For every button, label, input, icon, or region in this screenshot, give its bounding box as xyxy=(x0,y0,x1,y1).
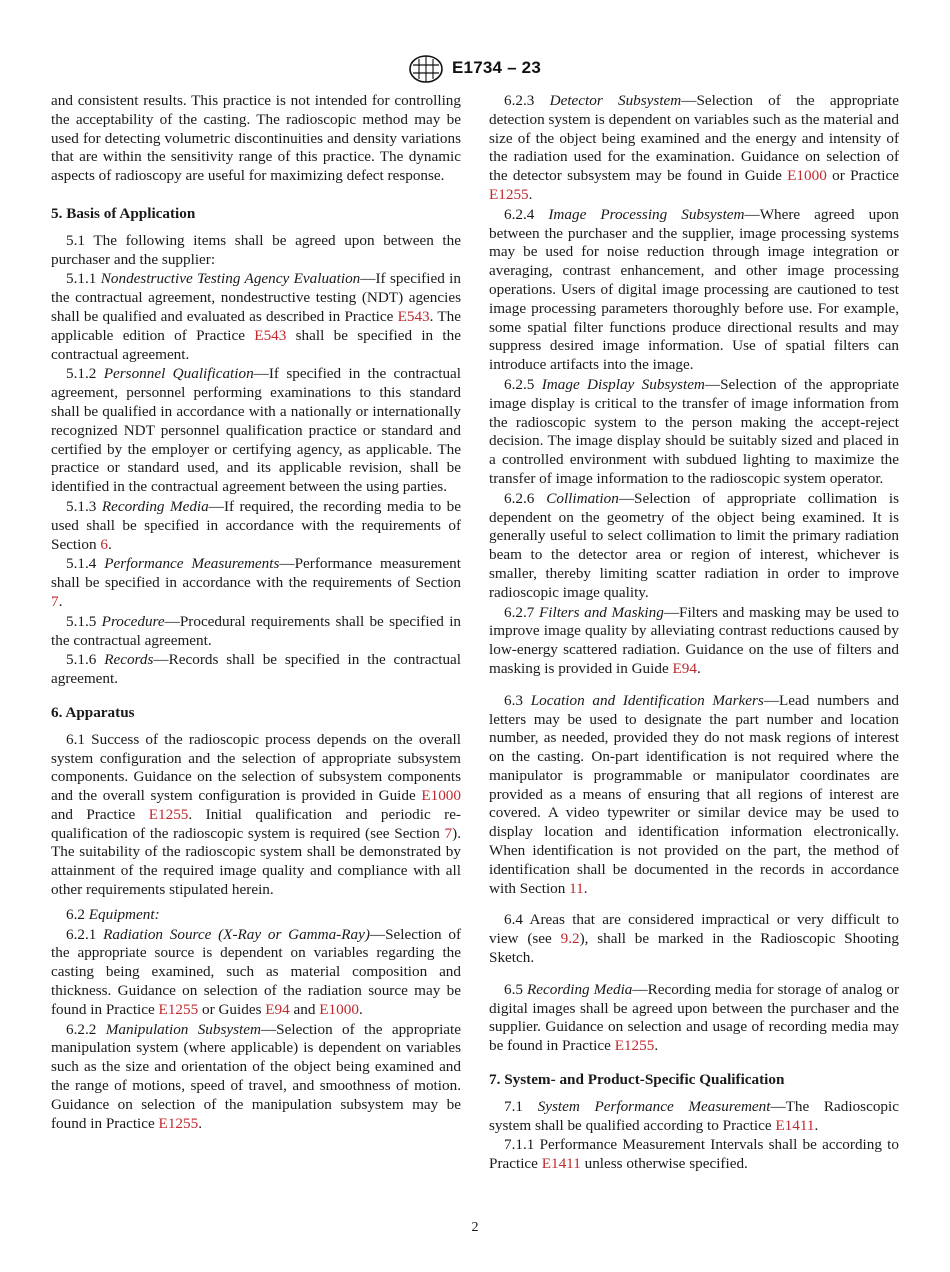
para-7-1: 7.1 System Performance Measurement—The Radioscopic system shall be qualified according to Practice E1411. xyxy=(489,1097,899,1134)
left-column xyxy=(51,92,461,1133)
para-5-1-5: 5.1.5 Procedure—Procedural requirements shall be specified in the contractual agreement. xyxy=(51,612,462,649)
ref-section-7[interactable]: 7 xyxy=(51,592,59,610)
section-5-heading: 5. Basis of Application xyxy=(51,204,196,222)
ref-e543[interactable]: E543 xyxy=(254,326,287,344)
ref-section-11[interactable]: 11 xyxy=(569,879,584,897)
section-7-heading: 7. System- and Product-Specific Qualification xyxy=(489,1071,785,1089)
para-6-3: 6.3 Location and Identification Markers—Lead numbers and letters may be used to designate the part number and location number, as needed, provided they do not mask regions of interest on the casting. On-part identification is not required where the manipulator is programmable or manipulator coordinates are provided as a means of ensuring that all regions of interest are covered. A video typewriter or similar device may be used to display location and identification information electronically. When identification is not provided on the part, the method of identification shall be documented in the records in accordance with Section 11. xyxy=(489,691,900,897)
ref-e1255[interactable]: E1255 xyxy=(158,1000,199,1018)
para-5-1-1: 5.1.1 Nondestructive Testing Agency Evaluation—If specified in the contractual agreement, nondestructive testing (NDT) agencies shall be qualified and evaluated as described in Practice E543. The applicable edition of Practice E543 shall be specified in the contractual agreement. xyxy=(51,270,461,363)
para-6-1: 6.1 Success of the radioscopic process depends on the overall system configuration and the selection of appropriate subsystem components. Guidance on the selection of subsystem components and the overall system configuration is provided in Guide E1000 and Practice E1255. Initial qualification and periodic re-qualification of the radioscopic system is required (see Section 7). The suitability of the radioscopic system shall be demonstrated by attainment of the required image quality and compliance with all other requirements stipulated herein. xyxy=(51,730,461,899)
ref-section-6[interactable]: 6 xyxy=(100,535,108,553)
para-5-1-2: 5.1.2 Personnel Qualification—If specified in the contractual agreement, personnel performing examinations to this standard shall be qualified in accordance with a nationally or internationally recognized NDT personnel qualification practice or standard and certified by the employer or certifying agency, as applicable. The practice or standard used, and its applicable revision, shall be identified in the contractual agreement between the using parties. xyxy=(51,365,462,496)
para-6-2-5: 6.2.5 Image Display Subsystem—Selection of the appropriate image display is critical to the transfer of image information from the radioscopic system to the person making the accept-reject decision. The image display should be suitably sized and placed in a controlled environment with subdued lighting to maximize the transfer of image information to the radioscopic system operator. xyxy=(489,375,900,487)
ref-9-2[interactable]: 9.2 xyxy=(560,930,580,948)
para-5-1-6: 5.1.6 Records—Records shall be specified in the contractual agreement. xyxy=(51,651,461,688)
para-6-2-2: 6.2.2 Manipulation Subsystem—Selection of the appropriate manipulation system (where applicable) is dependent on variables such as the size and orientation of the object being examined and the range of motions, speed of travel, and smoothness of motion. Guidance on selection of the manipulation subsystem may be found in Practice E1255. xyxy=(51,1020,462,1132)
ref-e1000[interactable]: E1000 xyxy=(421,787,461,805)
para-6-4: 6.4 Areas that are considered impractical or very difficult to view (see 9.2), shall be marked in the Radioscopic Shooting Sketch. xyxy=(489,911,899,967)
section-6-heading: 6. Apparatus xyxy=(51,703,135,721)
para-5-1-4: 5.1.4 Performance Measurements—Performance measurement shall be specified in accordance with the requirements of Section 7. xyxy=(51,555,461,610)
para-6-2-6: 6.2.6 Collimation—Selection of appropriate collimation is dependent on the geometry of the object being examined. It is generally useful to select collimation to limit the primary radiation beam to the detector area or region of interest, whichever is smaller, thereby limiting scatter radiation in order to improve radioscopic image quality. xyxy=(489,489,900,601)
para-6-2-3: 6.2.3 Detector Subsystem—Selection of the appropriate detection system is dependent on variables such as the material and size of the object being examined and the energy and intensity of the radiation used for the examination. Guidance on selection of the detector subsystem may be found in Guide E1000 or Practice E1255. xyxy=(489,92,900,203)
page-header xyxy=(0,54,950,84)
ref-e1255[interactable]: E1255 xyxy=(489,185,529,203)
right-column xyxy=(489,92,899,1174)
ref-e94[interactable]: E94 xyxy=(672,659,697,677)
ref-section-7[interactable]: 7 xyxy=(444,824,453,842)
ref-e543[interactable]: E543 xyxy=(397,307,430,325)
para-5-1: 5.1 The following items shall be agreed upon between the purchaser and the supplier: xyxy=(51,231,461,268)
ref-e1000[interactable]: E1000 xyxy=(319,1000,359,1018)
ref-e1255[interactable]: E1255 xyxy=(148,805,189,823)
ref-e1000[interactable]: E1000 xyxy=(787,167,827,185)
ref-e1255[interactable]: E1255 xyxy=(158,1114,199,1132)
ref-e1411[interactable]: E1411 xyxy=(541,1155,581,1173)
astm-logo-icon xyxy=(408,54,444,84)
ref-e1411[interactable]: E1411 xyxy=(775,1116,815,1134)
para-5-1-3: 5.1.3 Recording Media—If required, the recording media to be used shall be specified in accordance with the requirements of Section 6. xyxy=(51,497,462,553)
para-7-1-1: 7.1.1 Performance Measurement Intervals shall be according to Practice E1411 unless otherwise specified. xyxy=(489,1136,899,1173)
ref-e94[interactable]: E94 xyxy=(265,1000,290,1018)
document-designation: E1734 – 23 xyxy=(452,58,541,77)
para-6-2-7: 6.2.7 Filters and Masking—Filters and masking may be used to improve image quality by alleviating contrast reductions caused by low-energy scattered radiation. Guidance on the use of filters and masking is provided in Guide E94. xyxy=(489,603,900,677)
para-6-5: 6.5 Recording Media—Recording media for storage of analog or digital images shall be agreed upon between the purchaser and the supplier. Guidance on selection and usage of recording media may be found in Practice E1255. xyxy=(489,980,899,1055)
para-6-2-4: 6.2.4 Image Processing Subsystem—Where agreed upon between the purchaser and the supplier, image processing systems may be used for noise reduction through image integration or averaging, contrast enhancement, and other image processing operations. Users of digital image processing are cautioned to test image processing parameters thoroughly before use. For example, some spatial filter functions produce directional results and may suppress desired image information. Use of spatial filters can introduce artifacts into the image. xyxy=(489,205,900,374)
page-number: 2 xyxy=(471,1220,479,1235)
para-6-2: 6.2 Equipment: xyxy=(66,905,160,923)
ref-e1255[interactable]: E1255 xyxy=(614,1037,655,1055)
para-6-2-1: 6.2.1 Radiation Source (X-Ray or Gamma-Ray)—Selection of the appropriate source is dependent on variables regarding the casting being examined, such as material composition and thickness. Guidance on selection of the radiation source may be found in Practice E1255 or Guides E94 and E1000. xyxy=(51,925,462,1018)
continued-paragraph: and consistent results. This practice is not intended for controlling the acceptability of the casting. The radioscopic method may be used for detecting volumetric discontinuities and density variations that are within the sensitivity range of this practice. The dynamic aspects of radioscopy are useful for maximizing defect response. xyxy=(51,92,461,185)
